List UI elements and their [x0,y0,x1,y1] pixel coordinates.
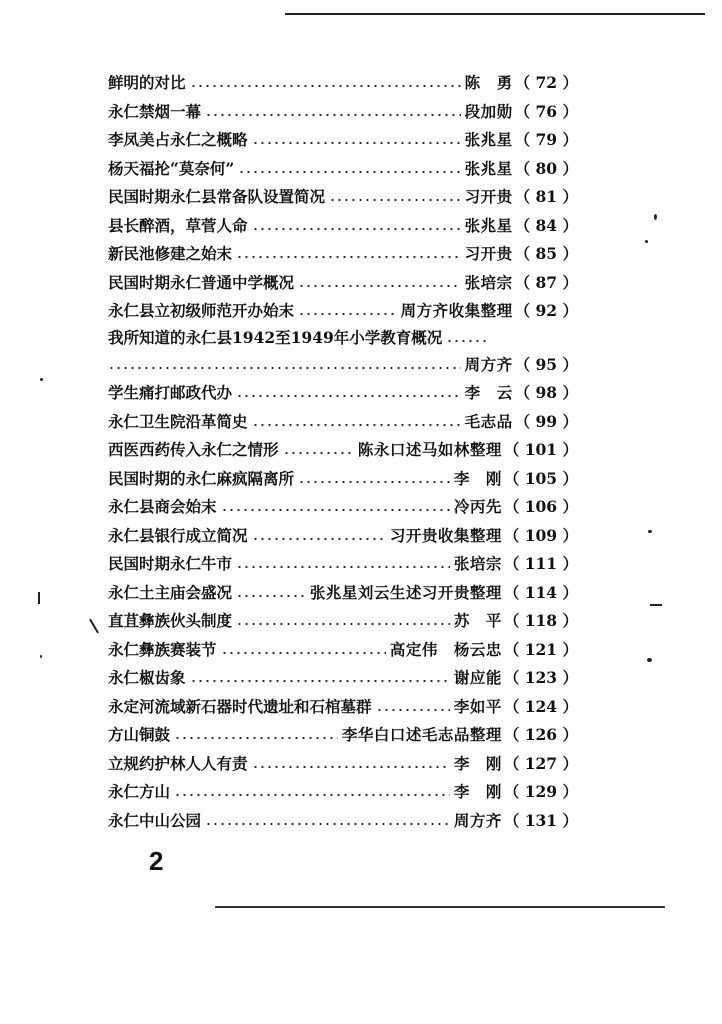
toc-entry-continuation[interactable] [108,350,578,379]
entry-title: 永仁方山 [108,782,171,802]
entry-title: 直苴彝族伙头制度 [108,611,233,631]
entry-author: 李 刚 [453,753,502,773]
entry-page-number: （ 131 ） [503,810,578,830]
bottom-rule [215,906,665,908]
dot-leader [298,284,461,288]
dot-leader [236,565,450,569]
entry-author: 张培宗 [453,554,502,574]
dot-leader [174,736,338,740]
entry-page-number: （ 98 ） [514,383,578,403]
entry-author: 冷丙先 [453,497,502,517]
entry-author: 陈永口述马如林整理 [357,440,502,460]
entry-page-number: （ 84 ） [514,215,578,235]
toc-entry[interactable] [108,606,578,635]
scan-mark [650,604,662,606]
dot-leader [252,141,461,145]
entry-title: 永仁卫生院沿革简史 [108,411,248,431]
entry-title: 民国时期永仁普通中学概况 [108,272,295,292]
dot-leader [236,594,306,598]
entry-title: 杨天福抡“莫奈何” [108,158,235,178]
table-of-contents [108,68,578,834]
dot-leader [298,312,397,316]
entry-author: 李 刚 [453,468,502,488]
entry-title: 县长醉酒，草菅人命 [108,215,248,235]
scan-speck [40,378,43,381]
entry-title: 方山铜鼓 [108,725,171,745]
entry-author: 高定伟 杨云忠 [389,639,502,659]
toc-entry[interactable] [108,749,578,778]
entry-author: 张兆星刘云生述习开贵整理 [309,582,502,602]
entry-author: 谢应能 [453,668,502,688]
entry-author: 陈 勇 [464,73,513,93]
entry-title: 我所知道的永仁县1942至1949年小学教育概况 [108,328,443,347]
scan-speck [40,655,42,658]
toc-entry[interactable] [108,378,578,407]
dot-leader [236,394,461,398]
entry-title: 永仁中山公园 [108,810,202,830]
dot-leader [236,622,450,626]
entry-page-number: （ 118 ） [503,611,578,631]
entry-author: 段加勋 [464,101,513,121]
toc-entry[interactable] [108,806,578,835]
entry-author: 张兆星 [464,158,513,178]
entry-author: 周方齐收集整理 [400,301,513,321]
entry-author: 李 云 [464,383,513,403]
entry-title: 西医西药传入永仁之情形 [108,440,279,460]
entry-title: 鲜明的对比 [108,73,186,93]
page-number: 2 [149,846,164,876]
entry-page-number: （ 101 ） [503,440,578,460]
entry-page-number: （ 95 ） [514,354,578,374]
toc-entry[interactable] [108,777,578,806]
dot-leader [376,708,450,712]
toc-entry[interactable] [108,635,578,664]
entry-author: 张兆星 [464,130,513,150]
toc-entry[interactable] [108,492,578,521]
entry-title: 学生痛打邮政代办 [108,383,233,403]
dot-leader [236,255,461,259]
entry-author: 苏 平 [453,611,502,631]
toc-entry[interactable] [108,521,578,550]
top-rule [285,13,705,15]
dot-leader [221,651,386,655]
toc-entry[interactable] [108,549,578,578]
dot-leader [329,198,461,202]
dot-leader [446,339,490,343]
toc-entry[interactable] [108,211,578,240]
dot-leader [108,366,461,370]
toc-entry[interactable] [108,239,578,268]
entry-title: 李凤美占永仁之概略 [108,130,248,150]
scan-mark [38,592,40,604]
entry-title: 永仁彝族赛装节 [108,639,217,659]
entry-page-number: （ 87 ） [514,272,578,292]
toc-entry[interactable] [108,296,578,325]
entry-page-number: （ 123 ） [503,668,578,688]
entry-page-number: （ 76 ） [514,101,578,121]
entry-title: 新民池修建之始末 [108,244,233,264]
entry-page-number: （ 129 ） [503,782,578,802]
scan-mark [89,619,99,634]
entry-author: 周方齐 [464,354,513,374]
entry-title: 永仁土主庙会盛况 [108,582,233,602]
dot-leader [205,822,450,826]
entry-author: 习开贵 [464,244,513,264]
toc-entry[interactable] [108,720,578,749]
entry-author: 李如平 [453,696,502,716]
toc-entry[interactable] [108,407,578,436]
toc-entry-title-line[interactable] [108,325,578,350]
dot-leader [190,84,461,88]
dot-leader [205,113,461,117]
entry-page-number: （ 105 ） [503,468,578,488]
entry-title: 民国时期的永仁麻疯隔离所 [108,468,295,488]
entry-page-number: （ 99 ） [514,411,578,431]
entry-title: 民国时期永仁牛市 [108,554,233,574]
entry-author: 李 刚 [453,782,502,802]
entry-page-number: （ 92 ） [514,301,578,321]
toc-entry[interactable] [108,435,578,464]
entry-author: 张兆星 [464,215,513,235]
entry-author: 张培宗 [464,272,513,292]
entry-title: 立规约护林人人有责 [108,753,248,773]
entry-page-number: （ 106 ） [503,497,578,517]
entry-page-number: （ 111 ） [503,554,578,574]
entry-author: 毛志品 [464,411,513,431]
scan-speck [645,240,648,243]
dot-leader [238,170,460,174]
entry-author: 习开贵收集整理 [389,525,502,545]
toc-entry[interactable] [108,68,578,97]
entry-page-number: （ 127 ） [503,753,578,773]
entry-title: 永仁县银行成立简况 [108,525,248,545]
dot-leader [174,793,450,797]
dot-leader [252,537,386,541]
dot-leader [283,451,354,455]
entry-title: 永仁椒齿象 [108,668,186,688]
toc-entry[interactable] [108,692,578,721]
entry-title: 永仁县商会始末 [108,497,217,517]
toc-entry[interactable] [108,125,578,154]
entry-author: 李华白口述毛志品整理 [341,725,502,745]
scan-speck [648,530,652,533]
entry-title: 民国时期永仁县常备队设置简况 [108,187,326,207]
dot-leader [221,508,450,512]
entry-author: 周方齐 [453,810,502,830]
entry-page-number: （ 72 ） [514,73,578,93]
entry-page-number: （ 109 ） [503,525,578,545]
entry-page-number: （ 124 ） [503,696,578,716]
entry-title: 永定河流域新石器时代遗址和石棺墓群 [108,696,372,716]
entry-page-number: （ 114 ） [503,582,578,602]
entry-title: 永仁县立初级师范开办始末 [108,301,295,321]
entry-page-number: （ 79 ） [514,130,578,150]
entry-page-number: （ 80 ） [514,158,578,178]
entry-title: 永仁禁烟一幕 [108,101,202,121]
entry-page-number: （ 85 ） [514,244,578,264]
dot-leader [190,679,450,683]
scan-speck [654,214,657,220]
scan-speck [647,658,652,662]
entry-author: 习开贵 [464,187,513,207]
dot-leader [298,480,450,484]
toc-entry[interactable] [108,578,578,607]
dot-leader [252,227,461,231]
entry-page-number: （ 126 ） [503,725,578,745]
entry-page-number: （ 121 ） [503,639,578,659]
entry-page-number: （ 81 ） [514,187,578,207]
toc-entry[interactable] [108,182,578,211]
toc-entry[interactable] [108,663,578,692]
toc-entry[interactable] [108,154,578,183]
dot-leader [252,423,461,427]
toc-entry[interactable] [108,97,578,126]
toc-entry[interactable] [108,464,578,493]
dot-leader [252,765,450,769]
toc-entry[interactable] [108,268,578,297]
